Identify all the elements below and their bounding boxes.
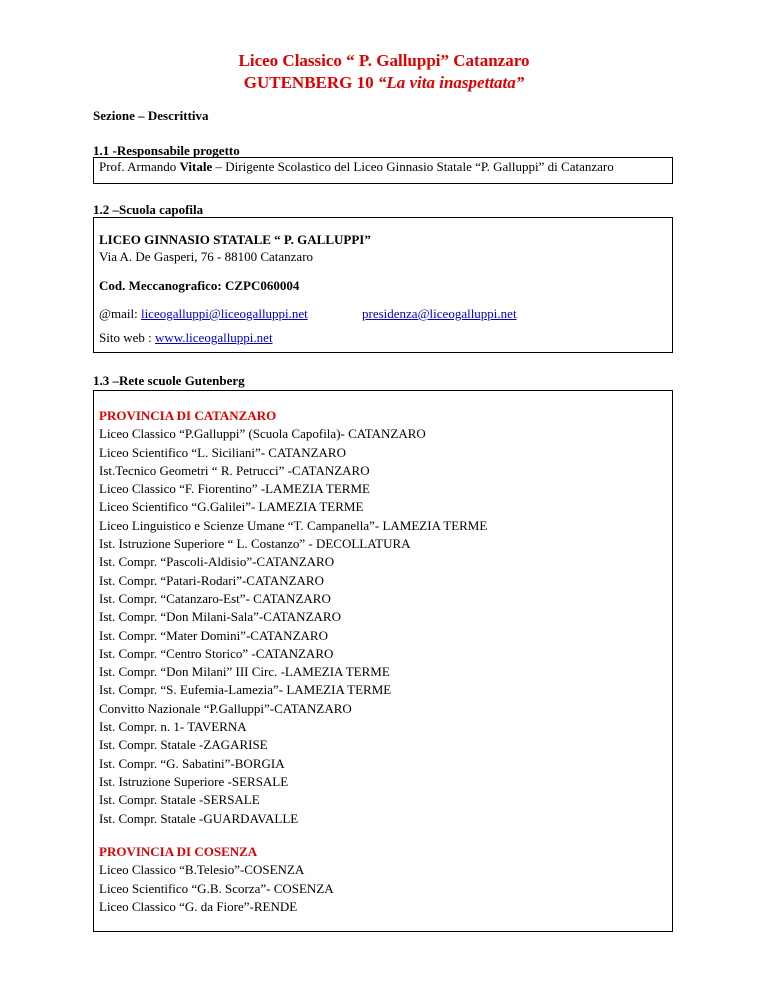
- school-list-item: Liceo Classico “B.Telesio”-COSENZA: [99, 862, 305, 878]
- responsabile-prefix: Prof. Armando: [99, 159, 180, 174]
- responsabile-box: [93, 157, 673, 184]
- school-list-item: Convitto Nazionale “P.Galluppi”-CATANZARO: [99, 700, 352, 716]
- document-title: Liceo Classico “ P. Galluppi” Catanzaro: [238, 51, 530, 70]
- school-list-item: Ist. Compr. “S. Eufemia-Lamezia”- LAMEZIA TERME: [99, 682, 392, 698]
- school-list-item: Ist.Tecnico Geometri “ R. Petrucci” -CATANZARO: [99, 462, 370, 478]
- subtitle-prefix: GUTENBERG 10: [243, 73, 378, 92]
- responsabile-suffix: – Dirigente Scolastico del Liceo Ginnasio Statale “P. Galluppi” di Catanzaro: [212, 159, 614, 174]
- school-list-item: Liceo Classico “F. Fiorentino” -LAMEZIA TERME: [99, 481, 370, 497]
- school-list-item: Liceo Scientifico “G.Galilei”- LAMEZIA TERME: [99, 499, 364, 515]
- section-1-2-heading: 1.2 –Scuola capofila: [93, 202, 204, 217]
- web-line: [99, 330, 273, 346]
- document-subtitle: [0, 72, 768, 94]
- mail-link-2-wrap: [362, 306, 517, 322]
- school-list-item: Liceo Scientifico “G.B. Scorza”- COSENZA: [99, 880, 334, 896]
- school-list-item: Liceo Classico “G. da Fiore”-RENDE: [99, 898, 298, 914]
- mail-link-1[interactable]: liceogalluppi@liceogalluppi.net: [140, 306, 308, 321]
- school-list-item: Ist. Compr. “Pascoli-Aldisio”-CATANZARO: [99, 554, 335, 570]
- school-list-item: Ist. Compr. “Catanzaro-Est”- CATANZARO: [99, 590, 331, 606]
- school-list-item: Ist. Compr. Statale -GUARDAVALLE: [99, 810, 299, 826]
- school-list-item: Liceo Classico “P.Galluppi” (Scuola Capofila)- CATANZARO: [99, 426, 426, 442]
- mail-line: [99, 306, 308, 322]
- school-list-item: Ist. Istruzione Superiore -SERSALE: [99, 773, 289, 789]
- school-list-item: Ist. Compr. “G. Sabatini”-BORGIA: [99, 755, 285, 771]
- rete-box: [93, 390, 673, 932]
- cosenza-list: [99, 843, 669, 916]
- school-list-item: Ist. Compr. “Mater Domini”-CATANZARO: [99, 627, 328, 643]
- school-list-item: Ist. Compr. Statale -ZAGARISE: [99, 737, 268, 753]
- subtitle-italic: “La vita inaspettata”: [377, 73, 525, 92]
- school-list-item: Ist. Compr. n. 1- TAVERNA: [99, 719, 247, 735]
- web-label: Sito web :: [99, 330, 155, 345]
- responsabile-text: [99, 159, 614, 175]
- section-1-3-heading: 1.3 –Rete scuole Gutenberg: [93, 373, 245, 388]
- school-list-item: Ist. Compr. “Centro Storico” -CATANZARO: [99, 645, 334, 661]
- section-descrittiva-heading: Sezione – Descrittiva: [93, 108, 209, 123]
- mail-label: @mail:: [99, 306, 141, 321]
- province-cosenza-heading: PROVINCIA DI COSENZA: [99, 844, 258, 859]
- web-link[interactable]: www.liceogalluppi.net: [154, 330, 273, 345]
- school-list-item: Liceo Scientifico “L. Siciliani”- CATANZARO: [99, 444, 346, 460]
- school-list-item: Ist. Istruzione Superiore “ L. Costanzo” - DECOLLATURA: [99, 536, 411, 552]
- responsabile-name: Vitale: [179, 159, 213, 174]
- school-list-item: Ist. Compr. “Don Milani” III Circ. -LAMEZIA TERME: [99, 664, 390, 680]
- mail-link-2[interactable]: presidenza@liceogalluppi.net: [362, 306, 517, 321]
- school-list-item: Ist. Compr. “Patari-Rodari”-CATANZARO: [99, 572, 324, 588]
- school-list-item: Ist. Compr. “Don Milani-Sala”-CATANZARO: [99, 609, 341, 625]
- catanzaro-list: [99, 407, 669, 828]
- school-address: Via A. De Gasperi, 76 - 88100 Catanzaro: [99, 249, 314, 264]
- school-code: Cod. Meccanografico: CZPC060004: [99, 278, 300, 293]
- school-name: LICEO GINNASIO STATALE “ P. GALLUPPI”: [99, 232, 371, 247]
- school-list-item: Liceo Linguistico e Scienze Umane “T. Campanella”- LAMEZIA TERME: [99, 517, 488, 533]
- capofila-box: [93, 217, 673, 353]
- province-catanzaro-heading: PROVINCIA DI CATANZARO: [99, 408, 277, 423]
- section-1-1-heading: 1.1 -Responsabile progetto: [93, 143, 240, 158]
- school-list-item: Ist. Compr. Statale -SERSALE: [99, 792, 260, 808]
